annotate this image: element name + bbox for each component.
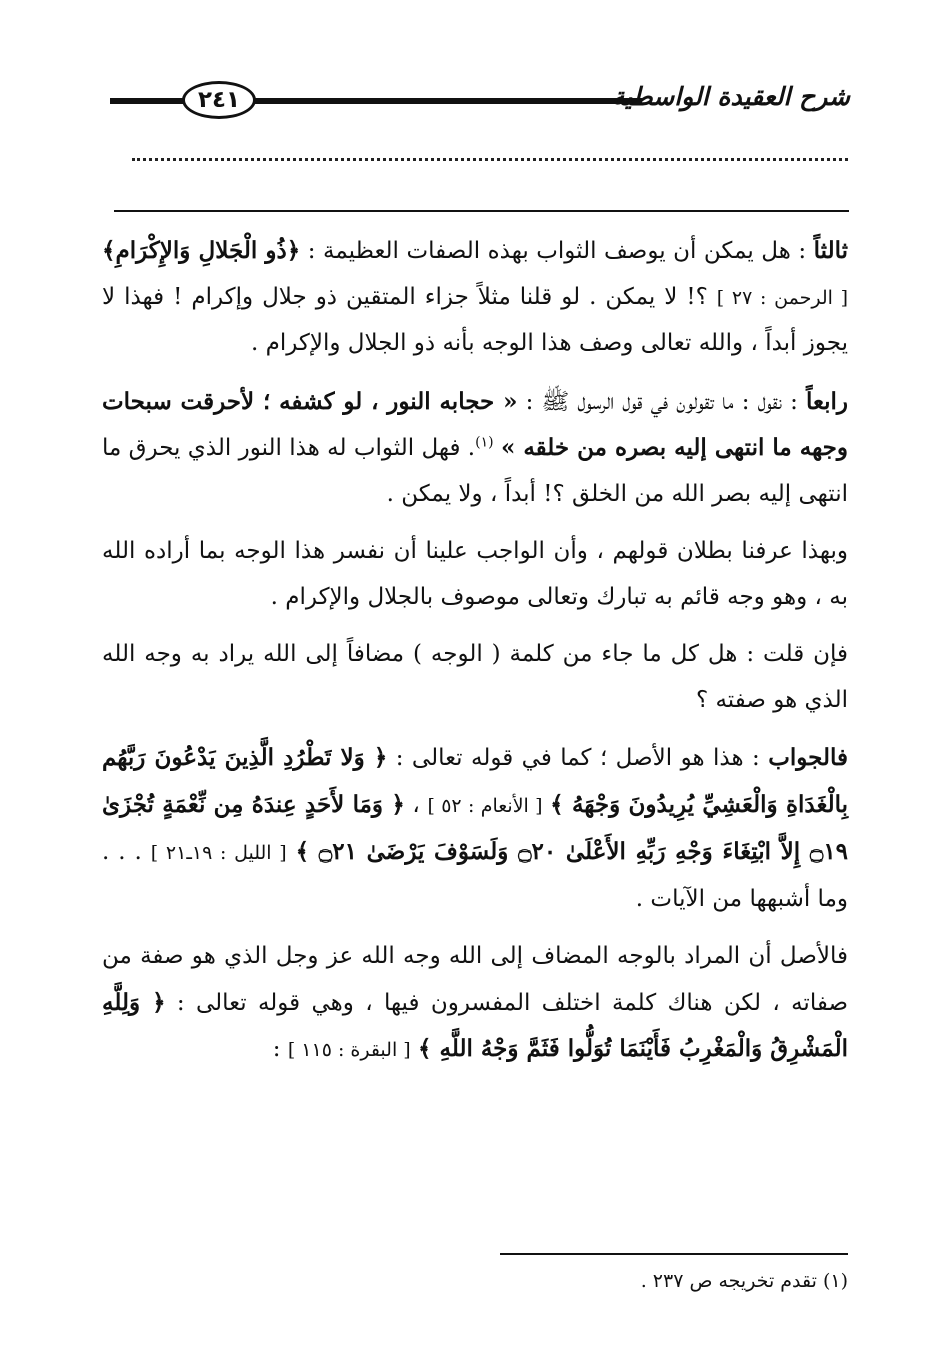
hadith-quote: « حجابه النور ، لو كشفه ؛ لأحرقت سبحات وجهه ما انتهى إليه بصره من خلقه » [102, 387, 849, 461]
header-rule-right [254, 98, 642, 104]
page-body [102, 228, 848, 1086]
paragraph-thirdly [102, 228, 848, 367]
verse-reference: [ الأنعام : ٥٢ ] [427, 794, 543, 817]
para-lead: فالجواب [768, 744, 848, 771]
verse-reference: [ الليل : ١٩ـ٢١ ] [150, 842, 287, 864]
top-rule [114, 210, 849, 212]
quran-verse: ﴿ذُو الْجَلالِ وَالإِكْرَامِ﴾ [102, 237, 301, 264]
page-number: ٢٤١ [182, 81, 256, 119]
dotted-separator [132, 158, 848, 181]
para-text: فالأصل أن المراد بالوجه المضاف إلى الله وجه الله عز وجل الذي هو صفة من صفاته ، لكن هناك كلمة اختلف المفسرون فيها ، وهي قوله تعالى : [102, 943, 849, 1016]
footnote: (١) تقدم تخريجه ص ٢٣٧ . [640, 1270, 848, 1292]
page-header [110, 78, 850, 124]
para-text: . . . وما أشبهها من الآيات . [102, 839, 848, 912]
header-rule-left [110, 98, 184, 104]
paragraph-question [102, 632, 848, 723]
para-text: ، [404, 791, 428, 818]
verse-reference: [ الرحمن : ٢٧ ] [716, 286, 848, 309]
verse-reference: [ البقرة : ١١٥ ] [287, 1039, 411, 1061]
para-text: فإن قلت : هل كل ما جاء من كلمة ( الوجه ) مضافاً إلى الله يراد به وجه الله الذي هو صفته ؟ [102, 641, 848, 713]
para-text: : [272, 1036, 288, 1062]
para-text: وبهذا عرفنا بطلان قولهم ، وأن الواجب علينا أن نفسر هذا الوجه بما أراده الله به ، وهو وجه قائم به تبارك وتعالى موصوف بالجلال والإكرام . [102, 538, 848, 610]
paragraph-origin [102, 934, 848, 1074]
paragraph-conclusion [102, 529, 848, 620]
para-text: : هذا هو الأصل ؛ كما في قوله تعالى : [387, 745, 760, 771]
paragraph-fourthly [102, 379, 848, 518]
para-lead: ثالثاً [813, 237, 848, 264]
book-title: شرح العقيدة الواسطية [611, 82, 850, 111]
footnote-marker: (١) [475, 434, 494, 451]
para-text: ؟! لا يمكن . لو قلنا مثلاً جزاء المتقين ذو جلال وإكرام ! فهذا لا يجوز أبداً ، والله تعالى وصف هذا الوجه بأنه ذو الجلال والإكرام . [102, 283, 848, 356]
quran-verse: ﴿ وَلا تَطْرُدِ الَّذِينَ يَدْعُونَ رَبَّهُم بِالْغَدَاةِ وَالْعَشِيِّ يُرِيدُونَ وَجْهَهُ ﴾ [102, 744, 848, 818]
paragraph-answer [102, 735, 848, 922]
quran-verse: ﴿ وَلِلَّهِ الْمَشْرِقُ وَالْمَغْرِبُ فَأَيْنَمَا تُوَلُّوا فَثَمَّ وَجْهُ اللَّهِ ﴾ [102, 988, 848, 1062]
footnote-rule [500, 1253, 848, 1255]
quran-verse: ﴿ وَمَا لأَحَدٍ عِندَهُ مِن نِّعْمَةٍ تُجْزَىٰ ۝١٩ إِلاَّ ابْتِغَاءَ وَجْهِ رَبِّهِ الأَعْلَىٰ ۝٢٠ وَلَسَوْفَ يَرْضَىٰ ۝٢١ ﴾ [102, 790, 849, 865]
para-text: : هل يمكن أن يوصف الثواب بهذه الصفات العظيمة : [300, 238, 807, 264]
para-text: : نقول : ما تقولون في قول الرسول ﷺ : [517, 388, 798, 415]
para-text: . فهل الثواب له هذا النور الذي يحرق ما انتهى إليه بصر الله من الخلق ؟! أبداً ، ولا يمكن . [102, 435, 848, 507]
para-lead: رابعاً [806, 387, 849, 415]
